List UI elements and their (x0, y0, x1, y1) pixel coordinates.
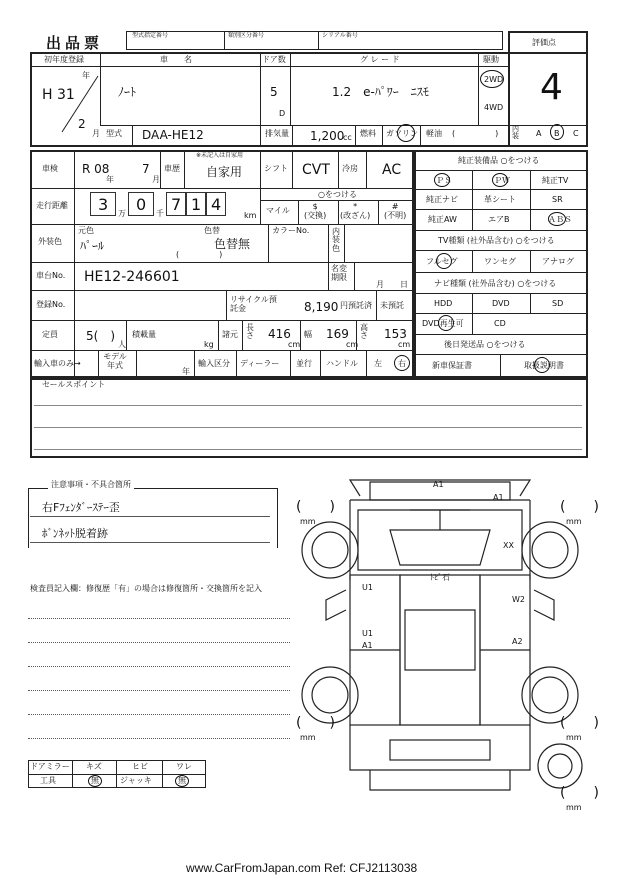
displacement-unit: cc (343, 133, 352, 142)
docs-manual: 取扱説明書 (524, 361, 564, 370)
genuine-aw: 純正AW (428, 215, 457, 224)
color-change-value: 色替無 (214, 237, 251, 251)
length-unit: cm (288, 340, 301, 349)
first-reg-month-unit: 月 (92, 129, 100, 138)
doors-label: ドア数 (262, 55, 286, 64)
cooling-label: 冷房 (342, 164, 358, 173)
mark-front-bumper: A1 (433, 480, 444, 489)
import-type-label: 輸入区分 (198, 359, 230, 368)
genuine-airbag: エアB (488, 215, 510, 224)
orig-color-label: 元色 (78, 226, 94, 235)
tire-fl-mm: mm (300, 517, 316, 526)
genuine-tv: 純正TV (542, 176, 569, 185)
mark-left-door-front: U1 (362, 583, 373, 592)
tire-fr-bracket: ( ) (560, 499, 599, 515)
cooling-value: AC (382, 162, 402, 178)
navi-title: ナビ種類 (社外品含む) ○をつける (434, 279, 557, 288)
length-value: 416 (268, 327, 291, 341)
shift-value: CVT (302, 162, 330, 178)
tire-spare-mm: mm (566, 803, 582, 812)
docs-title: 後日発送品 ○をつける (444, 340, 526, 349)
legend-scratch: キズ (86, 762, 102, 771)
legend-door-mirror: ドアミラー (30, 762, 70, 771)
genuine-pw-circle (492, 173, 508, 187)
mileage-digit-3: 7 (171, 195, 182, 214)
history-note: ※未記入は自家用 (196, 152, 244, 159)
tv-fullseg: フルセグ (426, 257, 458, 266)
model-value: DAA-HE12 (142, 128, 204, 142)
mileage-digit-4: 1 (191, 195, 202, 214)
first-reg-month: 2 (78, 117, 86, 131)
model-label: 型式 (106, 129, 122, 138)
mileage-circle-note: ○をつける (318, 190, 357, 199)
length-label: 長さ (246, 323, 254, 341)
serial-number-label: シリアル番号 (322, 32, 358, 39)
mileage-digit-2: 0 (136, 195, 147, 214)
drive-label: 駆動 (483, 55, 499, 64)
chassis-value: HE12-246601 (84, 269, 180, 285)
recycle-unit: 円預託済 (340, 301, 372, 310)
inspector-label: 検査員記入欄：修復歴「有」の場合は修復箇所・交換箇所を記入 (30, 584, 262, 593)
mileage-km-unit: km (244, 211, 257, 220)
navi-dvd-play: DVD再生可 (422, 319, 464, 328)
tire-fr-mm: mm (566, 517, 582, 526)
mark-front-right: A1 (493, 493, 504, 502)
shaken-month-unit: 月 (152, 175, 160, 184)
legend-jack-circle (175, 775, 189, 787)
color-label: 外装色 (38, 237, 62, 246)
navi-dvd: DVD (492, 299, 510, 308)
doors-value: 5 (270, 85, 278, 99)
model-year-unit: 年 (182, 367, 190, 376)
fuel-gasoline-circle (397, 124, 415, 142)
legend-jack: ジャッキ (120, 776, 152, 785)
tire-rl-mm: mm (300, 733, 316, 742)
displacement-label: 排気量 (265, 129, 289, 138)
grade-value: 1.2 e-ﾊﾟﾜｰ ﾆｽﾓ (332, 85, 429, 99)
mileage-man-unit: 万 (118, 209, 126, 218)
dim-label: 諸元 (222, 330, 238, 339)
fuel-label: 燃料 (360, 129, 376, 138)
interior-grade-b: B (554, 129, 560, 138)
shaken-era: R 08 (82, 162, 110, 176)
handle-right-circle (394, 355, 410, 371)
navi-hdd: HDD (434, 299, 453, 308)
docs-warranty: 新車保証書 (432, 361, 472, 370)
height-value: 153 (384, 327, 407, 341)
handle-right: 右 (398, 359, 406, 368)
load-unit: kg (204, 340, 214, 349)
notes-line-1: 右Fﾌｪﾝﾀﾞｰｽﾃｰ歪 (42, 501, 120, 514)
name-change-date: 月 日 (376, 280, 408, 289)
drive-4wd: 4WD (484, 103, 504, 112)
mark-right-door-rear: A2 (512, 637, 523, 646)
docs-manual-circle (534, 357, 550, 373)
type-designation-label: 型式指定番号 (132, 32, 169, 39)
genuine-pw: ＰＷ (494, 176, 510, 185)
name-change-label: 名変期限 (331, 264, 347, 282)
car-name-label: 車 名 (160, 55, 192, 64)
tire-spare-bracket: ( ) (560, 785, 599, 801)
width-unit: cm (346, 340, 359, 349)
score-label: 評価点 (532, 38, 556, 47)
width-label: 幅 (304, 330, 312, 339)
interior-grade-a: A (536, 129, 542, 138)
genuine-navi: 純正ナビ (426, 195, 458, 204)
legend-tools: 工具 (40, 776, 56, 785)
handle-left: 左 (374, 359, 382, 368)
mark-left-door-rear-u1: U1 A1 (362, 629, 373, 650)
width-value: 169 (326, 327, 349, 341)
tv-analog: アナログ (542, 257, 574, 266)
legend-jack-value: 無 (178, 776, 186, 785)
mileage-digit-1: 3 (98, 195, 109, 214)
notes-title: 注意事項・不具合箇所 (48, 481, 134, 489)
color-change-label: 色替 (204, 226, 220, 235)
interior-grade-c: C (573, 129, 579, 138)
tv-title: TV種類 (社外品含む) ○をつける (438, 236, 555, 245)
first-reg-era: H 31 (42, 87, 75, 103)
capacity-label: 定員 (42, 330, 58, 339)
height-label: 高さ (360, 323, 368, 341)
navi-dvd-play-circle (438, 315, 454, 331)
shaken-year-unit: 年 (106, 175, 114, 184)
import-type-parallel: 並行 (296, 359, 312, 368)
first-reg-year-unit: 年 (82, 71, 90, 80)
chassis-label: 車台No. (36, 271, 66, 280)
tire-rl-bracket: ( ) (296, 715, 335, 731)
load-label: 積載量 (132, 330, 156, 339)
recycle-value: 8,190 (304, 300, 339, 314)
fuel-other: ( ) (452, 129, 499, 138)
score-value: 4 (540, 67, 563, 108)
navi-cd: CD (494, 319, 506, 328)
shaken-label: 車検 (42, 164, 58, 173)
recycle-label: リサイクル預託金 (230, 295, 277, 314)
tv-oneseg: ワンセグ (484, 257, 516, 266)
shift-label: シフト (264, 164, 288, 173)
mileage-opt-exchange: $ (交換) (304, 202, 327, 221)
legend-crack: ヒビ (132, 762, 148, 771)
import-type-dealer: ディーラー (240, 359, 280, 368)
mark-front-wheel: XX (503, 541, 514, 550)
legend-break: ワレ (176, 762, 192, 771)
legend-tools-value: 無 (91, 776, 99, 785)
height-unit: cm (398, 340, 411, 349)
page-title: 出品票 (46, 34, 104, 52)
capacity-value: 5( ) (86, 329, 115, 343)
tire-rr-bracket: ( ) (560, 715, 599, 731)
grade-label: グ レ ー ド (360, 55, 400, 64)
drive-2wd-circle (480, 70, 504, 88)
history-label: 車歴 (164, 164, 180, 173)
shaken-month: 7 (142, 162, 150, 176)
sales-label: セールスポイント (42, 380, 106, 389)
car-name-value: ﾉｰﾄ (118, 85, 137, 99)
interior-label: 内装 (512, 125, 519, 140)
footer-watermark: www.CarFromJapan.com Ref: CFJ2113038 (186, 861, 418, 875)
notes-line-2: ﾎﾞﾝﾈｯﾄ脱着跡 (42, 527, 108, 540)
first-reg-label: 初年度登録 (44, 55, 84, 64)
color-change-paren: ( ) (176, 250, 223, 259)
import-label: 輸入車のみ→ (34, 359, 81, 368)
drive-2wd: 2WD (484, 75, 504, 84)
navi-sd: SD (552, 299, 564, 308)
color-no-label: カラーNo. (272, 226, 310, 235)
header-fields-box (126, 31, 503, 50)
mileage-digit-5: 4 (211, 195, 222, 214)
sales-box (30, 378, 588, 458)
door-type: D (279, 109, 286, 118)
model-year-label: モデル年式 (103, 352, 127, 370)
mileage-opt-unknown: # (不明) (384, 202, 407, 221)
reg-label: 登録No. (36, 300, 66, 309)
handle-label: ハンドル (326, 359, 358, 368)
tv-fullseg-circle (436, 253, 452, 269)
legend-tools-circle (88, 775, 102, 787)
history-value: 自家用 (206, 165, 243, 179)
mileage-label: 走行距離 (36, 201, 68, 210)
genuine-sr: SR (552, 195, 563, 204)
genuine-abs: ＡＢＳ (548, 215, 572, 224)
displacement-value: 1,200 (310, 129, 345, 143)
capacity-unit: 人 (118, 340, 126, 349)
fuel-diesel: 軽油 (426, 129, 442, 138)
tire-fl-bracket: ( ) (296, 499, 335, 515)
category-number-label: 類別区分番号 (228, 32, 265, 39)
mileage-sen-unit: 千 (156, 209, 164, 218)
genuine-ps-circle (434, 173, 450, 187)
interior-grade-b-circle (550, 124, 564, 140)
mileage-opt-tamper: * (改ざん) (340, 202, 371, 221)
interior-color-label: 内装色 (332, 227, 340, 253)
mileage-opt-mile: マイル (266, 206, 290, 215)
genuine-ps: ＰＳ (436, 176, 452, 185)
recycle-not: 未預託 (380, 301, 404, 310)
genuine-leather: 革シート (484, 195, 516, 204)
genuine-title: 純正装備品 ○をつける (458, 156, 540, 165)
fuel-gasoline: ガソリン (386, 129, 418, 138)
mark-right-door-front: W2 (512, 595, 525, 604)
mark-windshield: ﾄﾋﾞ石 (430, 573, 450, 582)
car-diagram (290, 470, 590, 810)
orig-color-value: ﾊﾟｰﾙ (80, 239, 105, 253)
genuine-abs-circle (548, 212, 566, 226)
tire-rr-mm: mm (566, 733, 582, 742)
